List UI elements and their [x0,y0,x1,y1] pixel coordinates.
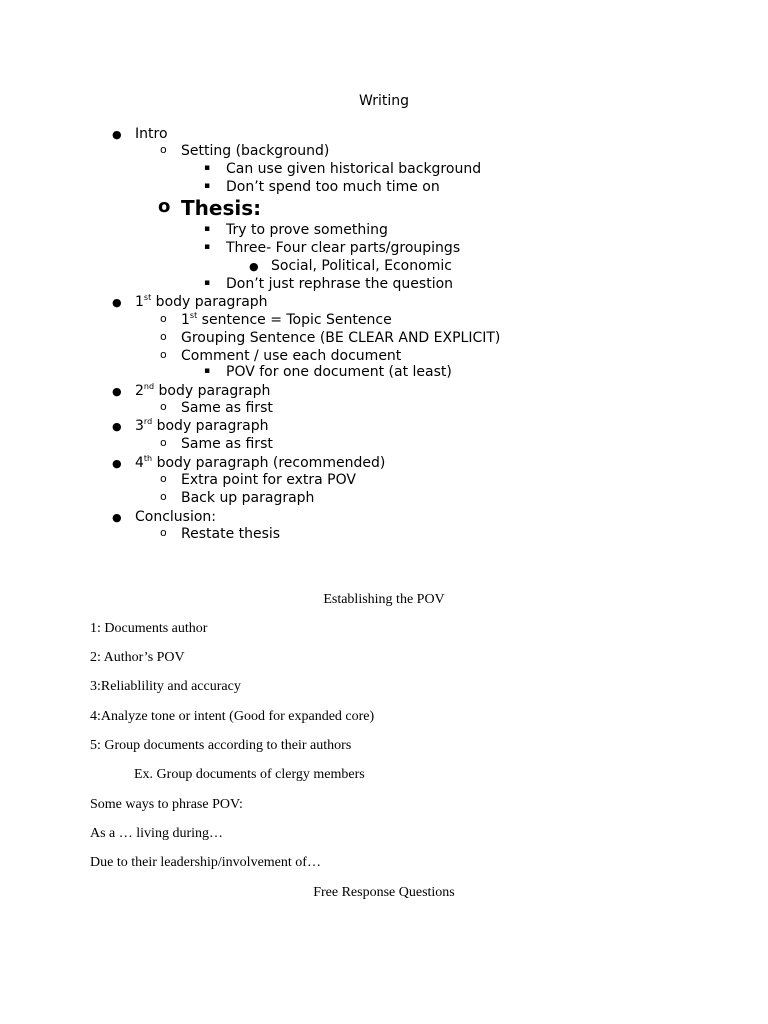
outline-bp1: 1st body paragraph [135,293,268,310]
circle-bullet-icon: o [160,348,167,361]
bullet-icon: ● [112,420,122,433]
outline-setting: Setting (background) [181,143,330,159]
outline-setting-1: Can use given historical background [226,161,482,177]
pov-example: Ex. Group documents of clergy members [134,767,365,782]
pov-heading: Establishing the POV [323,592,445,607]
outline-conclusion-1: Restate thesis [181,526,281,542]
square-bullet-icon: ▪ [204,181,211,191]
outline-bp4-s2: Back up paragraph [181,490,315,506]
outline-intro: Intro [135,126,168,142]
bullet-icon: ● [112,296,122,309]
pov-item-1: 1: Documents author [90,621,208,636]
circle-bullet-icon: o [160,436,167,449]
bullet-icon: ● [112,128,122,141]
square-bullet-icon: ▪ [204,278,211,288]
bullet-icon: ● [112,385,122,398]
outline-thesis-1: Try to prove something [226,222,388,238]
circle-bullet-icon: o [160,490,167,503]
outline-thesis: Thesis: [181,196,262,220]
page-title: Writing [359,93,409,109]
square-bullet-icon: ▪ [204,163,211,173]
pov-phrase-heading: Some ways to phrase POV: [90,797,243,812]
bullet-icon: ● [112,511,122,524]
outline-thesis-3: Don’t just rephrase the question [226,276,454,292]
frq-heading: Free Response Questions [313,885,455,900]
outline-bp1-s3: Comment / use each document [181,348,402,364]
circle-bullet-icon: o [160,526,167,539]
pov-item-4: 4:Analyze tone or intent (Good for expanded core) [90,709,375,724]
circle-bullet-icon: o [160,472,167,485]
outline-thesis-2a: Social, Political, Economic [271,258,452,274]
circle-bullet-icon: o [158,196,171,217]
bullet-icon: ● [112,457,122,470]
circle-bullet-icon: o [160,330,167,343]
pov-phrase-2: Due to their leadership/involvement of… [90,855,321,870]
outline-bp1-s1: 1st sentence = Topic Sentence [181,311,392,328]
outline-bp3: 3rd body paragraph [135,417,269,434]
pov-item-2: 2: Author’s POV [90,650,185,665]
pov-item-3: 3:Reliablility and accuracy [90,679,241,694]
circle-bullet-icon: o [160,400,167,413]
outline-setting-2: Don’t spend too much time on [226,179,440,195]
outline-thesis-2: Three- Four clear parts/groupings [226,240,461,256]
outline-bp1-s3a: POV for one document (at least) [226,364,452,380]
outline-bp4: 4th body paragraph (recommended) [135,454,386,471]
outline-conclusion: Conclusion: [135,509,217,525]
outline-bp3-s1: Same as first [181,436,273,452]
circle-bullet-icon: o [160,143,167,156]
bullet-icon: ● [249,260,259,273]
outline-bp1-s2: Grouping Sentence (BE CLEAR AND EXPLICIT) [181,330,501,346]
circle-bullet-icon: o [160,312,167,325]
square-bullet-icon: ▪ [204,366,211,376]
outline-bp2-s1: Same as first [181,400,273,416]
square-bullet-icon: ▪ [204,224,211,234]
pov-phrase-1: As a … living during… [90,826,223,841]
outline-bp4-s1: Extra point for extra POV [181,472,356,488]
pov-item-5: 5: Group documents according to their authors [90,738,352,753]
outline-bp2: 2nd body paragraph [135,382,271,399]
square-bullet-icon: ▪ [204,242,211,252]
